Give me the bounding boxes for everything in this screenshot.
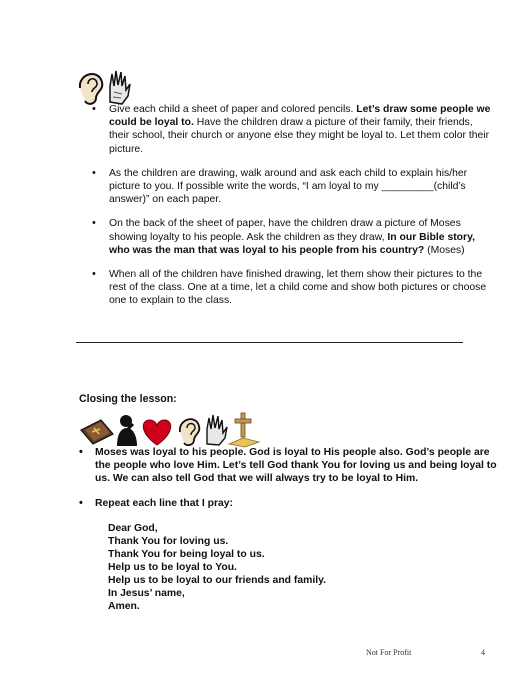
closing-icons — [79, 410, 261, 448]
heart-icon — [143, 420, 170, 445]
prayer-lines — [108, 522, 326, 613]
hand-icon — [110, 71, 130, 104]
closing-list — [79, 446, 499, 521]
listen-and-hand-icons — [76, 66, 136, 108]
bullet: • — [92, 103, 96, 115]
page-number: 4 — [481, 648, 485, 657]
bullet: • — [79, 496, 83, 509]
prayer-line: Help us to be loyal to You. — [108, 562, 237, 573]
prayer-line: Thank You for being loyal to us. — [108, 549, 265, 560]
list-item: • Give each child a sheet of paper and colored pencils. Let’s draw some people we could be loyal to. Have the children draw a picture of their family, their friends, their school, their church or anyone else they might be loyal to. Let them color their picture. — [92, 103, 491, 155]
bullet: • — [92, 166, 96, 179]
closing-heading: Closing the lesson: — [79, 393, 177, 405]
ear-icon — [80, 74, 102, 104]
list-item: • When all of the children have finished drawing, let them show their pictures to the rest of the class. One at a time, let a child come and show both pictures or choose one to explain to the class. — [92, 268, 487, 307]
list-item: • As the children are drawing, walk around and ask each child to explain his/her picture to you. If possible write the words, “I am loyal to my _________(child’s answer)” on each paper. — [92, 166, 468, 206]
prayer-line: Amen. — [108, 601, 140, 612]
activity-list — [92, 103, 492, 319]
ear-icon — [180, 419, 200, 445]
praying-child-icon — [117, 415, 137, 446]
list-item: • Repeat each line that I pray: — [79, 496, 234, 509]
bullet: • — [92, 268, 96, 281]
prayer-line: Help us to be loyal to our friends and family. — [108, 575, 327, 586]
bible-icon — [81, 420, 113, 444]
prayer-line: Thank You for loving us. — [108, 536, 229, 547]
prayer-line: In Jesus’ name, — [108, 588, 185, 599]
footer-label: Not For Profit — [366, 648, 412, 657]
bullet: • — [92, 217, 96, 230]
list-item: • On the back of the sheet of paper, have the children draw a picture of Moses showing loyalty to his people. Ask the children as they draw, In our Bible story, who was the man that was loyal to his people from his country? (Moses) — [92, 217, 475, 256]
section-divider — [76, 342, 463, 343]
list-item: • Moses was loyal to his people. God is loyal to His people also. God’s people are the people who love Him. Let’s tell God thank You for loving us and being loyal to us. We can also tell God that we will always try to be loyal to Him. — [79, 446, 497, 485]
prayer-line: Dear God, — [108, 523, 158, 534]
bullet: • — [79, 446, 83, 458]
cross-icon — [229, 413, 259, 447]
hand-icon — [207, 415, 227, 445]
